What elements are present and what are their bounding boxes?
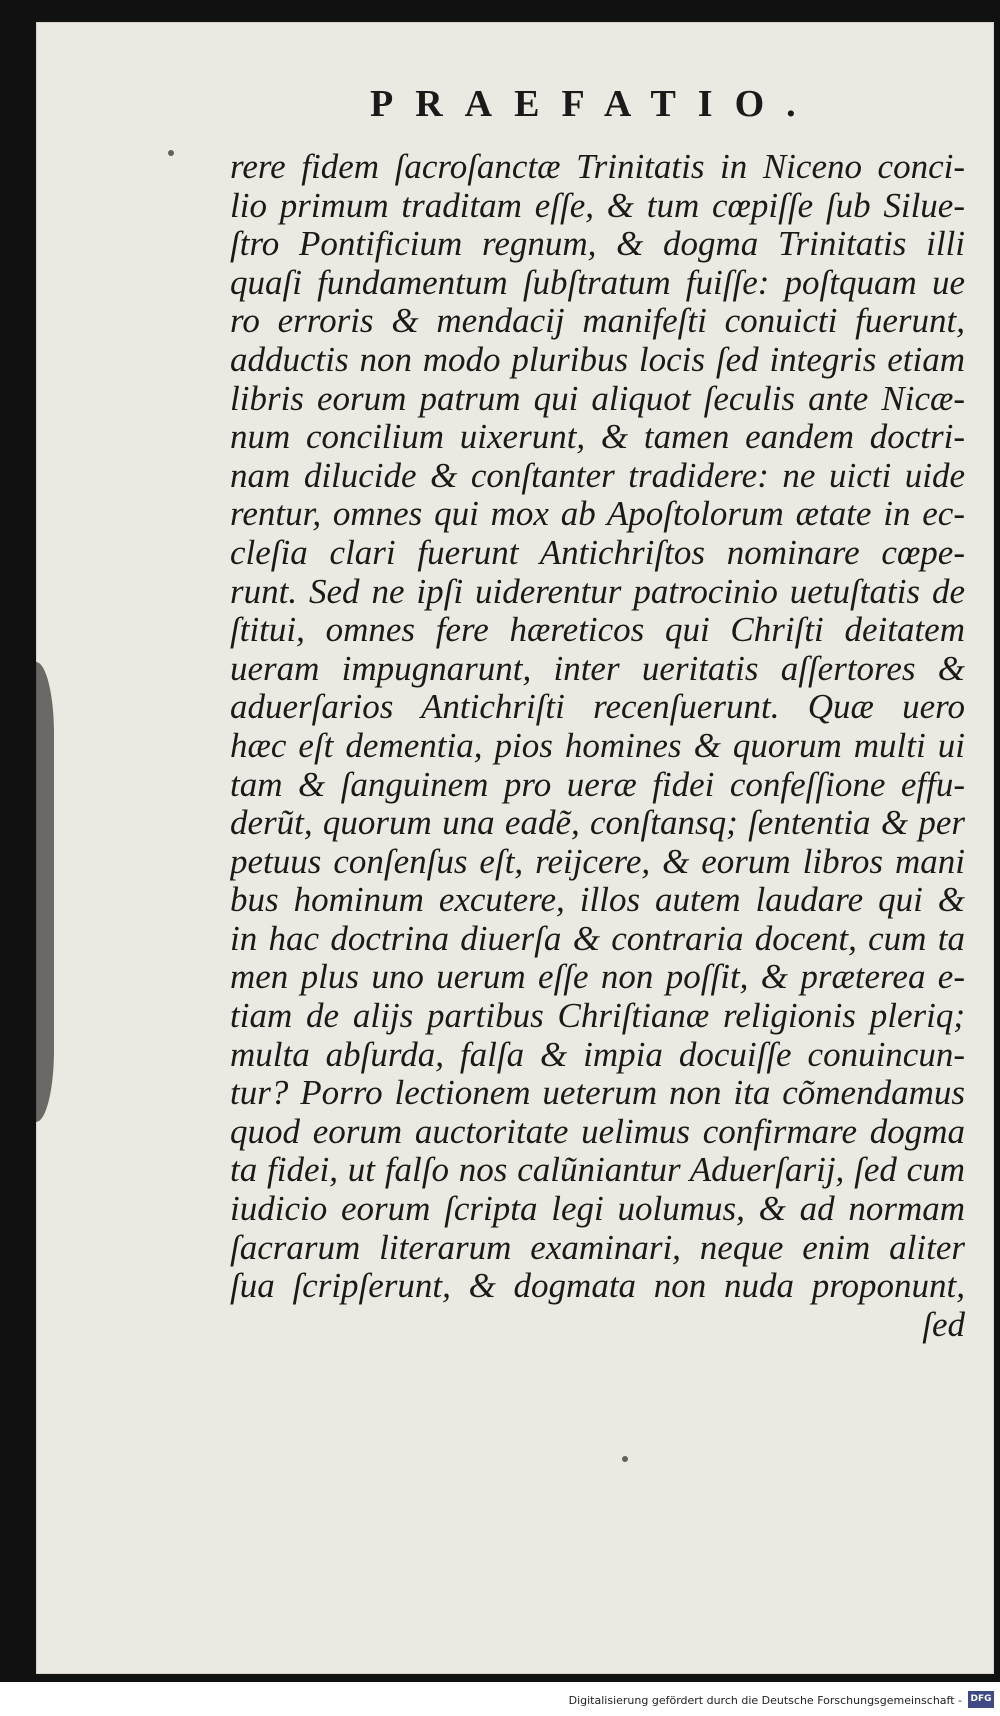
text-line: petuus conſenſus eſt, reijcere, & eorum libros mani — [230, 842, 965, 881]
text-line: tam & ſanguinem pro ueræ fidei confeſſione effu- — [230, 765, 965, 804]
text-line: ſua ſcripſerunt, & dogmata non nuda proponunt, — [230, 1267, 965, 1306]
text-line: runt. Sed ne ipſi uiderentur patrocinio uetuſtatis de — [230, 572, 965, 611]
text-line: hæc eſt dementia, pios homines & quorum multi ui — [230, 726, 965, 765]
text-line: quod eorum auctoritate uelimus confirmare dogma — [230, 1112, 965, 1151]
text-line: in hac doctrina diuerſa & contraria docent, cum ta — [230, 919, 965, 958]
digitization-credit: Digitalisierung gefördert durch die Deutsche Forschungsgemeinschaft - — [568, 1694, 962, 1707]
body-text — [230, 148, 965, 1344]
page-edge-shadow — [36, 662, 54, 1122]
text-line: cleſia clari fuerunt Antichriſtos nominare cœpe- — [230, 533, 965, 572]
text-line: ueram impugnarunt, inter ueritatis aſſertores & — [230, 649, 965, 688]
text-line: tur? Porro lectionem ueterum non ita cõmendamus — [230, 1074, 965, 1113]
text-line: tiam de alijs partibus Chriſtianæ religionis pleriq; — [230, 997, 965, 1036]
text-line: adductis non modo pluribus locis ſed integris etiam — [230, 340, 965, 379]
text-line: ro erroris & mendacij manifeſti conuicti fuerunt, — [230, 302, 965, 341]
text-line: libris eorum patrum qui aliquot ſeculis ante Nicæ- — [230, 379, 965, 418]
text-line: iudicio eorum ſcripta legi uolumus, & ad normam — [230, 1190, 965, 1229]
text-line: bus hominum excutere, illos autem laudare qui & — [230, 881, 965, 920]
text-line: ſtitui, omnes fere hæreticos qui Chriſti deitatem — [230, 611, 965, 650]
text-line: derũt, quorum una eadẽ, conſtansq; ſententia & per — [230, 804, 965, 843]
text-line: quaſi fundamentum ſubſtratum fuiſſe: poſtquam ue — [230, 263, 965, 302]
text-line: ſacrarum literarum examinari, neque enim aliter — [230, 1228, 965, 1267]
ink-speck — [168, 150, 174, 156]
dfg-logo: DFG — [968, 1691, 994, 1708]
text-line: ſtro Pontificium regnum, & dogma Trinitatis illi — [230, 225, 965, 264]
catchword: ſed — [922, 1305, 965, 1344]
text-line: ta fidei, ut falſo nos calũniantur Aduerſarij, ſed cum — [230, 1151, 965, 1190]
text-line: rere fidem ſacroſanctæ Trinitatis in Niceno conci- — [230, 148, 965, 186]
text-line: multa abſurda, falſa & impia docuiſſe conuincun- — [230, 1035, 965, 1074]
text-line: men plus uno uerum eſſe non poſſit, & præterea e- — [230, 958, 965, 997]
text-line: num concilium uixerunt, & tamen eandem doctri- — [230, 418, 965, 457]
text-line: rentur, omnes qui mox ab Apoſtolorum ætate in ec- — [230, 495, 965, 534]
text-line: nam dilucide & conſtanter tradidere: ne uicti uide — [230, 456, 965, 495]
running-header: PRAEFATIO. — [370, 83, 818, 125]
text-line: aduerſarios Antichriſti recenſuerunt. Quæ uero — [230, 688, 965, 727]
ink-speck — [622, 1456, 628, 1462]
text-line: lio primum traditam eſſe, & tum cœpiſſe ſub Silue- — [230, 186, 965, 225]
